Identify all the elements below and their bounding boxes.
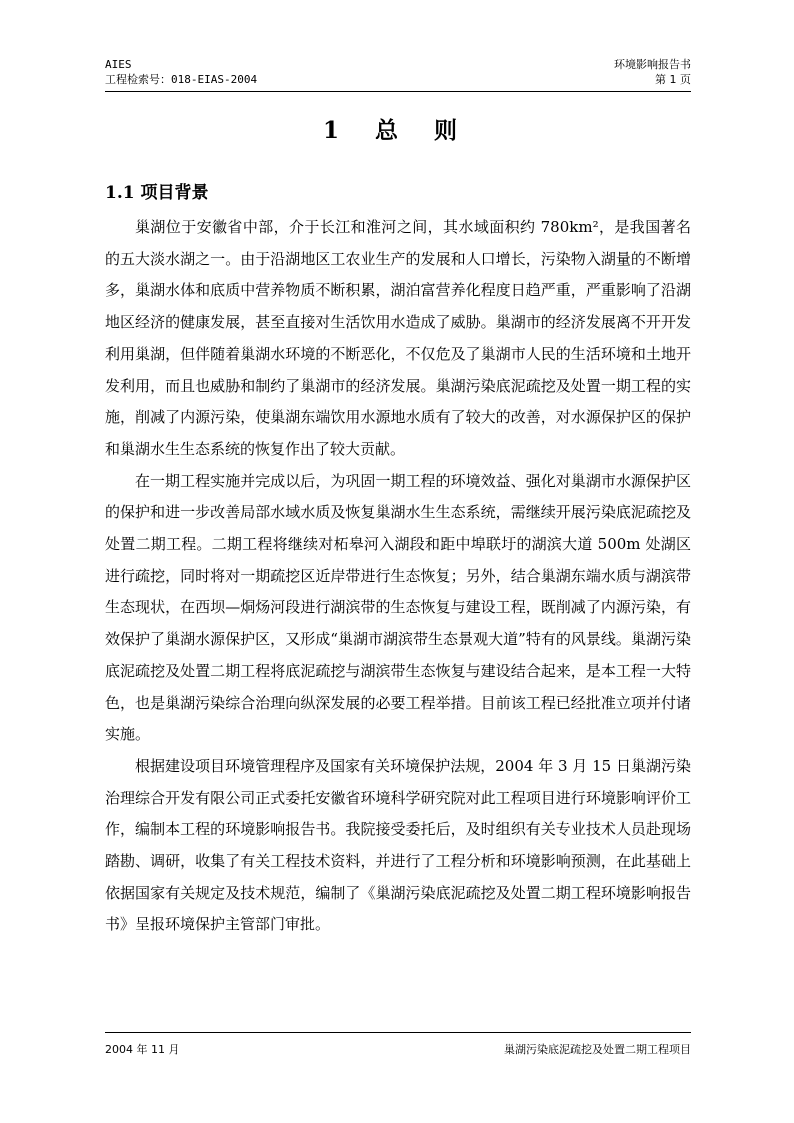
footer-date: 2004 年 11 月 — [105, 1043, 180, 1056]
paragraph: 巢湖位于安徽省中部，介于长江和淮河之间，其水域面积约 780km²，是我国著名的五大淡水湖之一。由于沿湖地区工农业生产的发展和人口增长，污染物入湖量的不断增多，巢湖水体和底质中营养物质不断积累，湖泊富营养化程度日趋严重，严重影响了沿湖地区经济的健康发展，甚至直接对生活饮用水造成了威胁。巢湖市的经济发展离不开开发利用巢湖，但伴随着巢湖水环境的不断恶化，不仅危及了巢湖市人民的生活环境和土地开发利用，而且也威胁和制约了巢湖市的经济发展。巢湖污染底泥疏挖及处置一期工程的实施，削减了内源污染，使巢湖东端饮用水源地水质有了较大的改善，对水源保护区的保护和巢湖水生生态系统的恢复作出了较大贡献。 — [105, 218, 691, 458]
chapter-title: 1 总 则 — [322, 117, 472, 144]
header-doc-type: 环境影响报告书 — [614, 58, 691, 71]
footer-project: 巢湖污染底泥疏挖及处置二期工程项目 — [504, 1043, 691, 1056]
page-footer — [105, 1032, 691, 1057]
header-index: 工程检索号：018-EIAS-2004 — [105, 73, 258, 86]
section-title: 1.1 项目背景 — [105, 183, 209, 203]
paragraph: 根据建设项目环境管理程序及国家有关环境保护法规，2004 年 3 月 15 日巢湖污染治理综合开发有限公司正式委托安徽省环境科学研究院对此工程项目进行环境影响评价工作，编制本工程的环境影响报告书。我院接受委托后，及时组织有关专业技术人员赴现场踏勘、调研，收集了有关工程技术资料，并进行了工程分析和环境影响预测，在此基础上依据国家有关规定及技术规范，编制了《巢湖污染底泥疏挖及处置二期工程环境影响报告书》呈报环境保护主管部门审批。 — [105, 756, 691, 934]
section-body — [105, 212, 691, 941]
header-org: AIES — [105, 58, 132, 71]
header-page-number: 第 1 页 — [655, 73, 691, 86]
page-header — [105, 57, 691, 92]
paragraph: 在一期工程实施并完成以后，为巩固一期工程的环境效益、强化对巢湖市水源保护区的保护和进一步改善局部水域水质及恢复巢湖水生生态系统，需继续开展污染底泥疏挖及处置二期工程。二期工程将继续对柘皋河入湖段和距中埠联圩的湖滨大道 500m 处湖区进行疏挖，同时将对一期疏挖区近岸带进行生态恢复；另外，结合巢湖东端水质与湖滨带生态现状，在西坝—烔炀河段进行湖滨带的生态恢复与建设工程，既削减了内源污染，有效保护了巢湖水源保护区，又形成“巢湖市湖滨带生态景观大道”特有的风景线。巢湖污染底泥疏挖及处置二期工程将底泥疏挖与湖滨带生态恢复与建设结合起来，是本工程一大特色，也是巢湖污染综合治理向纵深发展的必要工程举措。目前该工程已经批准立项并付诸实施。 — [105, 471, 691, 744]
